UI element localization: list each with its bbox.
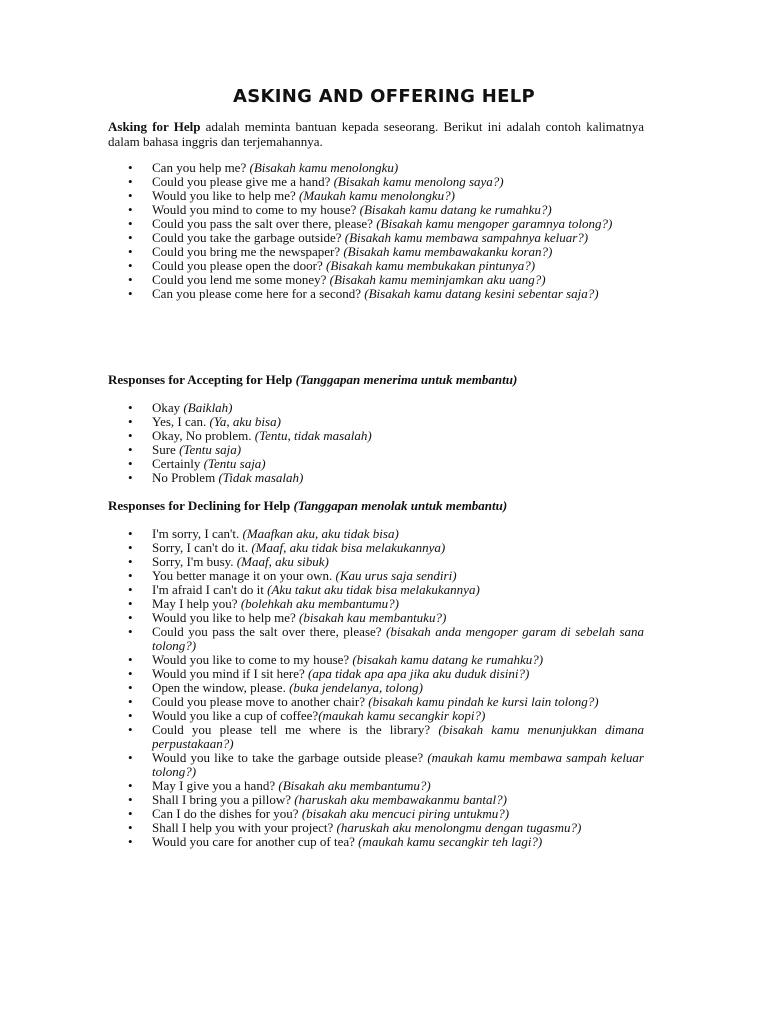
- indonesian-translation: (bisakah kamu pindah ke kursi lain tolong?): [368, 694, 599, 709]
- english-phrase: Would you like to come to my house?: [152, 652, 353, 667]
- list-item: [108, 751, 644, 779]
- indonesian-translation: (Kau urus saja sendiri): [335, 568, 457, 583]
- indonesian-translation: (bisakah aku mencuci piring untukmu?): [301, 806, 510, 821]
- english-phrase: Would you care for another cup of tea?: [152, 834, 359, 849]
- english-phrase: Could you bring me the newspaper?: [152, 244, 344, 259]
- english-phrase: May I give you a hand?: [152, 778, 279, 793]
- english-phrase: Could you lend me some money?: [152, 272, 330, 287]
- indonesian-translation: (Bisakah kamu membawakanku koran?): [343, 244, 553, 259]
- english-phrase: You better manage it on your own.: [152, 568, 336, 583]
- english-phrase: Shall I help you with your project?: [152, 820, 337, 835]
- list-item: [108, 597, 644, 611]
- english-phrase: Sorry, I can't do it.: [152, 540, 252, 555]
- list-item: [108, 569, 644, 583]
- english-phrase: Would you mind to come to my house?: [152, 202, 360, 217]
- indonesian-translation: (bisakah kamu menunjukkan dimana perpustakaan?): [152, 722, 644, 751]
- english-phrase: Would you like to take the garbage outside please?: [152, 750, 428, 765]
- indonesian-translation: (Aku takut aku tidak bisa melakukannya): [267, 582, 480, 597]
- indonesian-translation: (Tentu saja): [203, 456, 266, 471]
- list-item: [108, 231, 644, 245]
- indonesian-translation: (Baiklah): [183, 400, 233, 415]
- declining-heading: Responses for Declining for Help (Tanggapan menolak untuk membantu): [108, 498, 508, 513]
- english-phrase: Sure: [152, 442, 180, 457]
- english-phrase: Could you take the garbage outside?: [152, 230, 345, 245]
- indonesian-translation: (buka jendelanya, tolong): [289, 680, 424, 695]
- english-phrase: Okay: [152, 400, 184, 415]
- list-item: [108, 245, 644, 259]
- list-item: [108, 457, 644, 471]
- english-phrase: Could you please tell me where is the library?: [152, 722, 439, 737]
- list-item: [108, 779, 644, 793]
- list-item: [108, 611, 644, 625]
- list-item: [108, 835, 644, 849]
- english-phrase: Can I do the dishes for you?: [152, 806, 302, 821]
- list-item: [108, 709, 644, 723]
- list-item: [108, 217, 644, 231]
- english-phrase: Shall I bring you a pillow?: [152, 792, 295, 807]
- english-phrase: Could you pass the salt over there, please?: [152, 216, 377, 231]
- english-phrase: Can you please come here for a second?: [152, 286, 365, 301]
- indonesian-translation: (bisakah anda mengoper garam di sebelah sana tolong?): [152, 624, 644, 653]
- indonesian-translation: (bisakah kau membantuku?): [298, 610, 447, 625]
- list-item: [108, 161, 644, 175]
- english-phrase: Would you like to help me?: [152, 610, 299, 625]
- indonesian-translation: (Bisakah kamu meminjamkan aku uang?): [329, 272, 546, 287]
- list-item: [108, 793, 644, 807]
- indonesian-translation: (Tentu, tidak masalah): [254, 428, 372, 443]
- declining-help-list: [108, 527, 644, 849]
- intro-term: Asking for Help: [108, 119, 201, 134]
- list-item: [108, 625, 644, 653]
- english-phrase: Could you please give me a hand?: [152, 174, 334, 189]
- list-item: [108, 653, 644, 667]
- accepting-help-list: [108, 401, 644, 485]
- english-phrase: Yes, I can.: [152, 414, 210, 429]
- list-item: [108, 555, 644, 569]
- list-item: [108, 415, 644, 429]
- indonesian-translation: (Bisakah aku membantumu?): [278, 778, 431, 793]
- list-item: [108, 541, 644, 555]
- indonesian-translation: (haruskah aku menolongmu dengan tugasmu?): [336, 820, 582, 835]
- english-phrase: Would you mind if I sit here?: [152, 666, 309, 681]
- list-item: [108, 723, 644, 751]
- indonesian-translation: (Ya, aku bisa): [209, 414, 281, 429]
- indonesian-translation: (Tentu saja): [179, 442, 242, 457]
- list-item: [108, 259, 644, 273]
- indonesian-translation: (maukah kamu membawa sampah keluar tolong?): [152, 750, 644, 779]
- intro-paragraph: [108, 120, 644, 149]
- english-phrase: No Problem: [152, 470, 219, 485]
- english-phrase: Sorry, I'm busy.: [152, 554, 237, 569]
- indonesian-translation: (bolehkah aku membantumu?): [240, 596, 399, 611]
- english-phrase: Okay, No problem.: [152, 428, 255, 443]
- list-item: [108, 667, 644, 681]
- indonesian-translation: (Bisakah kamu mengoper garamnya tolong?): [376, 216, 613, 231]
- list-item: [108, 583, 644, 597]
- list-item: [108, 273, 644, 287]
- list-item: [108, 821, 644, 835]
- indonesian-translation: (Maukah kamu menolongku?): [298, 188, 455, 203]
- english-phrase: Can you help me?: [152, 160, 250, 175]
- list-item: [108, 695, 644, 709]
- list-item: [108, 401, 644, 415]
- intro-text: adalah meminta bantuan kepada seseorang. Berikut ini adalah contoh kalimatnya dalam bahasa inggris dan terjemahannya.: [108, 119, 644, 149]
- indonesian-translation: (Bisakah kamu menolongku): [249, 160, 399, 175]
- indonesian-translation: (Bisakah kamu membawa sampahnya keluar?): [344, 230, 589, 245]
- indonesian-translation: (haruskah aku membawakanmu bantal?): [294, 792, 507, 807]
- indonesian-translation: (maukah kamu secangkir kopi?): [318, 708, 486, 723]
- indonesian-translation: (Maaf, aku sibuk): [236, 554, 329, 569]
- list-item: [108, 287, 644, 301]
- english-phrase: Certainly: [152, 456, 204, 471]
- list-item: [108, 429, 644, 443]
- english-phrase: Could you pass the salt over there, please?: [152, 624, 387, 639]
- list-item: [108, 527, 644, 541]
- indonesian-translation: (maukah kamu secangkir teh lagi?): [358, 834, 543, 849]
- list-item: [108, 203, 644, 217]
- list-item: [108, 443, 644, 457]
- english-phrase: Could you please open the door?: [152, 258, 327, 273]
- indonesian-translation: (Bisakah kamu datang kesini sebentar saja?): [364, 286, 599, 301]
- english-phrase: Would you like to help me?: [152, 188, 299, 203]
- list-item: [108, 471, 644, 485]
- english-phrase: May I help you?: [152, 596, 241, 611]
- list-item: [108, 189, 644, 203]
- english-phrase: Would you like a cup of coffee?: [152, 708, 319, 723]
- indonesian-translation: (bisakah kamu datang ke rumahku?): [352, 652, 544, 667]
- indonesian-translation: (Maaf, aku tidak bisa melakukannya): [251, 540, 446, 555]
- page-title: ASKING AND OFFERING HELP: [233, 86, 535, 107]
- list-item: [108, 807, 644, 821]
- indonesian-translation: (Maafkan aku, aku tidak bisa): [242, 526, 399, 541]
- indonesian-translation: (Bisakah kamu membukakan pintunya?): [326, 258, 536, 273]
- indonesian-translation: (Bisakah kamu menolong saya?): [333, 174, 504, 189]
- indonesian-translation: (Tidak masalah): [218, 470, 304, 485]
- asking-help-list: [108, 161, 644, 301]
- english-phrase: I'm afraid I can't do it: [152, 582, 268, 597]
- english-phrase: Open the window, please.: [152, 680, 290, 695]
- indonesian-translation: (Bisakah kamu datang ke rumahku?): [359, 202, 552, 217]
- list-item: [108, 175, 644, 189]
- english-phrase: Could you please move to another chair?: [152, 694, 369, 709]
- list-item: [108, 681, 644, 695]
- english-phrase: I'm sorry, I can't.: [152, 526, 243, 541]
- indonesian-translation: (apa tidak apa apa jika aku duduk disini?): [308, 666, 530, 681]
- accepting-heading: Responses for Accepting for Help (Tanggapan menerima untuk membantu): [108, 372, 518, 387]
